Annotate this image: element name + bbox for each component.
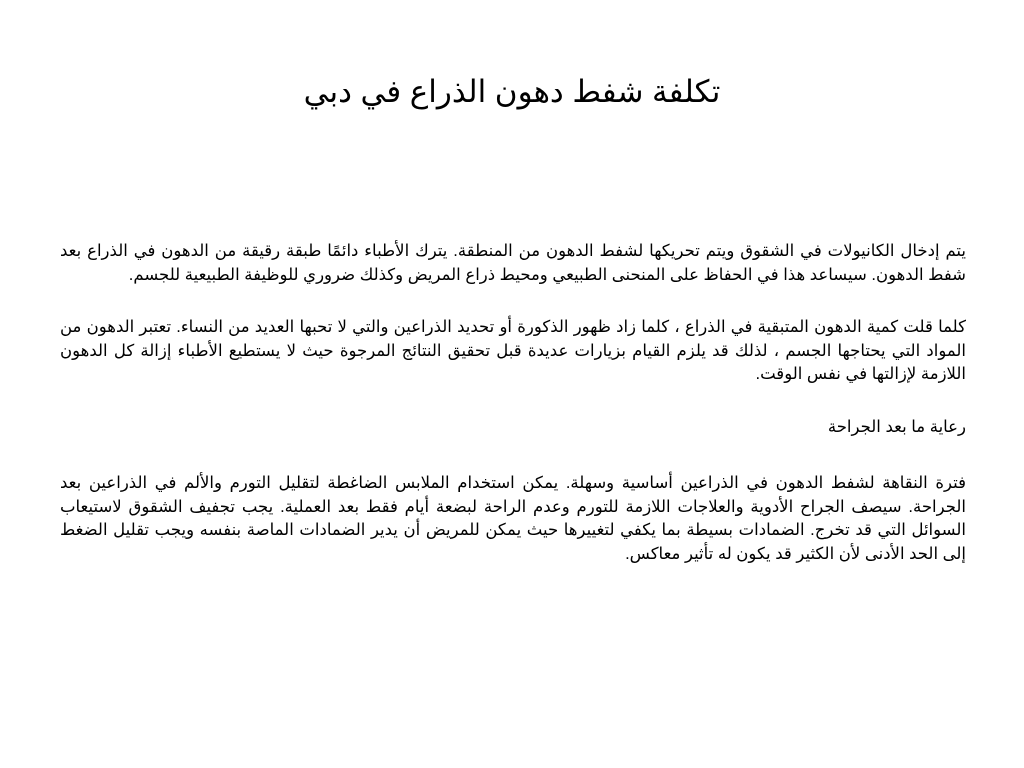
section-heading-aftercare: رعاية ما بعد الجراحة bbox=[827, 417, 966, 436]
paragraph-recovery: فترة النقاهة لشفط الدهون في الذراعين أساسية وسهلة. يمكن استخدام الملابس الضاغطة لتقليل التورم والألم في الذراعين بعد الجراحة. سيصف الجراح الأدوية والعلاجات اللازمة للتورم وعدم الراحة لبضعة أيام فقط بعد العملية. يجب تجفيف الشقوق لاستيعاب السوائل التي قد تخرج. الضمادات بسيطة بما يكفي لتغييرها حيث يمكن للمريض أن يدير الضمادات الماصة بنفسه ويجب تقليل الضغط إلى الحد الأدنى لأن الكثير قد يكون له تأثير معاكس. bbox=[60, 474, 966, 563]
slide-body bbox=[60, 240, 966, 595]
paragraph-liposuction-procedure: يتم إدخال الكانيولات في الشقوق ويتم تحريكها لشفط الدهون من المنطقة. يترك الأطباء دائمًا طبقة رقيقة من الدهون في الذراع بعد شفط الدهون. سيساعد هذا في الحفاظ على المنحنى الطبيعي ومحيط ذراع المريض وكذلك ضروري للوظيفة الطبيعية للجسم. bbox=[60, 242, 966, 284]
paragraph-remaining-fat: كلما قلت كمية الدهون المتبقية في الذراع ، كلما زاد ظهور الذكورة أو تحديد الذراعين والتي لا تحبها العديد من النساء. تعتبر الدهون من المواد التي يحتاجها الجسم ، لذلك قد يلزم القيام بزيارات عديدة قبل تحقيق النتائج المرجوة حيث لا يستطيع الأطباء إزالة كل الدهون اللازمة لإزالتها في نفس الوقت. bbox=[60, 318, 966, 383]
slide-title: تكلفة شفط دهون الذراع في دبي bbox=[303, 74, 721, 109]
